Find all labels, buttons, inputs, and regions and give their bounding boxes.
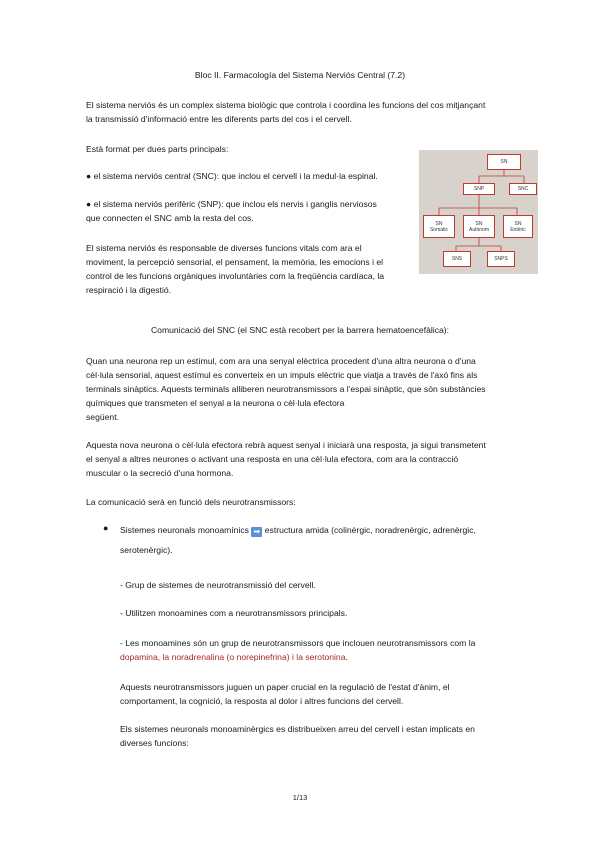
node-snp-label: SNP xyxy=(473,186,485,192)
bullet-snp-line-1: ● el sistema nerviós perifèric (SNP): que inclou els nervis i ganglis nerviosos xyxy=(86,199,377,209)
page-title: Bloc II. Farmacología del Sistema Nerviós Central (7.2) xyxy=(194,70,406,80)
distribution-line-2: diverses funcions: xyxy=(120,738,189,748)
neuron-line-1: Quan una neurona rep un estímul, com ara una senyal elèctrica procedent d'una altra neurona o d'una xyxy=(86,356,476,366)
node-sn xyxy=(487,154,521,170)
node-snc xyxy=(509,183,537,195)
monoamine-heading xyxy=(120,523,476,537)
intro-line-2: la transmissió d'informació entre les diferents parts del cos i el cervell. xyxy=(86,114,352,124)
monoamine-bullet: ● xyxy=(103,523,109,533)
node-snp xyxy=(463,183,495,195)
intro-line-1: El sistema nerviós és un complex sistema biològic que controla i coordina les funcions del cos mitjançant xyxy=(86,100,486,110)
monoamine-dash-2: - Utilitzen monoamines com a neurotransmissors principals. xyxy=(120,608,348,618)
node-sn-label: SN xyxy=(500,159,508,165)
communication-line: La comunicació serà en funció dels neurotransmissors: xyxy=(86,497,296,507)
node-sns xyxy=(443,251,471,267)
communication-title: Comunicació del SNC (el SNC està recobert per la barrera hematoencefàlica): xyxy=(150,325,450,335)
node-sn-enteric xyxy=(503,215,533,238)
effector-line-2: el senyal a altres neurones o activant una resposta en una cèl·lula efectora, com ara la contracció xyxy=(86,454,459,464)
node-snps-label: SNPS xyxy=(494,256,508,262)
node-sn-autonom-label-1: SN xyxy=(475,220,483,227)
dash-3-period: . xyxy=(345,652,348,662)
neuron-line-5: següent. xyxy=(86,412,119,422)
node-sn-autonom-label-2: Autònom xyxy=(468,226,489,233)
monoamine-dash-3-line-1: - Les monoamines són un grup de neurotransmissors que inclouen neurotransmissors com la xyxy=(120,638,476,648)
functions-line-1: El sistema nerviós és responsable de diverses funcions vitals com ara el xyxy=(86,243,362,253)
format-heading: Està format per dues parts principals: xyxy=(86,144,229,154)
nervous-system-diagram xyxy=(419,150,538,274)
role-line-2: comportament, la cognició, la resposta al dolor i altres funcions del cervell. xyxy=(120,696,404,706)
neuron-line-4: químiques que transmeten el senyal a la neurona o cèl·lula efectora xyxy=(86,398,345,408)
bullet-snp-line-2: que connecten el SNC amb la resta del cos. xyxy=(86,213,254,223)
functions-line-4: respiració i la digestió. xyxy=(86,285,172,295)
node-sn-enteric-label-1: SN xyxy=(514,220,522,227)
neurotransmitter-highlight: dopamina, la noradrenalina (o norepinefrina) i la serotonina xyxy=(120,652,346,662)
node-sns-label: SNS xyxy=(451,256,463,262)
effector-line-3: muscular o la secreció d'una hormona. xyxy=(86,468,234,478)
effector-line-1: Aquesta nova neurona o cèl·lula efectora rebrà aquest senyal i iniciarà una resposta, ja sigui transmetent xyxy=(86,440,486,450)
monoamine-dash-1: - Grup de sistemes de neurotransmissió del cervell. xyxy=(120,580,316,590)
neuron-line-2: cèl·lula sensorial, aquest estímul es converteix en un impuls elèctric que viatja a través de l'axó fins als xyxy=(86,370,478,380)
node-snc-label: SNC xyxy=(517,186,529,192)
node-sn-somatic xyxy=(423,215,455,238)
neuron-line-3: terminals sinàptics. Aquests terminals alliberen neurotransmissors a l'espai sinàptic, que són substàncies xyxy=(86,384,486,394)
bullet-snc: ● el sistema nerviós central (SNC): que inclou el cervell i la medul·la espinal. xyxy=(86,171,378,181)
monoamine-label: Sistemes neuronals monoamínics xyxy=(120,525,249,535)
monoamine-dash-3-line-2 xyxy=(120,650,348,664)
monoamine-line-2: serotenèrgic). xyxy=(120,545,173,555)
page-number: 1/13 xyxy=(292,793,308,802)
node-sn-somatic-label-1: SN xyxy=(435,220,443,227)
node-sn-autonom xyxy=(463,215,495,238)
node-snps xyxy=(487,251,515,267)
distribution-line-1: Els sistemes neuronals monoaminèrgics es distribueixen arreu del cervell i estan implicats en xyxy=(120,724,475,734)
functions-line-3: control de les funcions orgàniques involuntàries com la freqüència cardíaca, la xyxy=(86,271,385,281)
node-sn-enteric-label-2: Entèric xyxy=(510,226,526,233)
arrow-right-icon: ➡ xyxy=(251,527,262,537)
node-sn-somatic-label-2: Somàtic xyxy=(429,226,449,233)
monoamine-rest: estructura amida (colinèrgic, noradrenèrgic, adrenèrgic, xyxy=(264,525,476,535)
role-line-1: Aquests neurotransmissors juguen un paper crucial en la regulació de l'estat d'ànim, el xyxy=(120,682,450,692)
functions-line-2: moviment, la percepció sensorial, el pensament, la memòria, les emocions i el xyxy=(86,257,384,267)
